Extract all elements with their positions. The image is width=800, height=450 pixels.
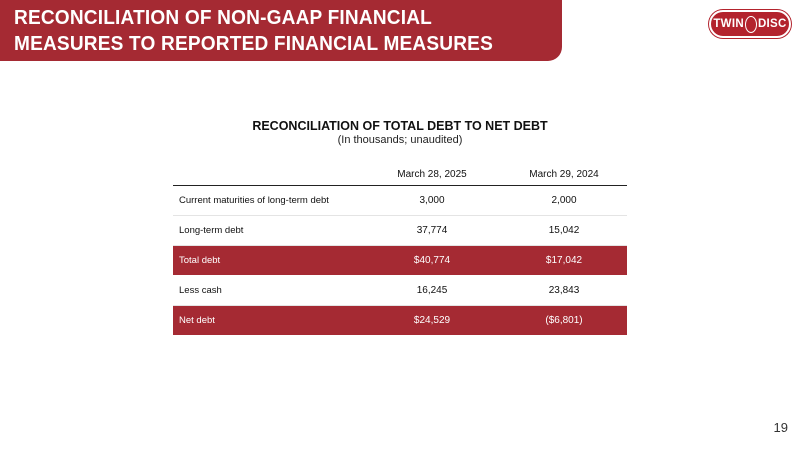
table-row-less-cash bbox=[173, 276, 627, 306]
row-value-2024: 23,843 bbox=[548, 285, 580, 296]
row-label: Less cash bbox=[179, 285, 222, 296]
column-header-2024: March 29, 2024 bbox=[529, 169, 599, 180]
table-row-total-debt bbox=[173, 246, 627, 276]
row-value-2025: $24,529 bbox=[413, 315, 451, 326]
section-note: (In thousands; unaudited) bbox=[337, 134, 463, 146]
page-title-line-2: MEASURES TO REPORTED FINANCIAL MEASURES bbox=[14, 32, 493, 55]
row-value-2024: 15,042 bbox=[548, 225, 580, 236]
title-banner bbox=[0, 0, 562, 61]
table-row-long-term-debt bbox=[173, 216, 627, 246]
row-label: Long-term debt bbox=[179, 225, 244, 236]
row-label: Current maturities of long-term debt bbox=[179, 195, 329, 206]
row-value-2024: ($6,801) bbox=[545, 315, 583, 326]
logo-disc-icon bbox=[745, 16, 757, 33]
logo-text-right: DISC bbox=[757, 18, 787, 30]
row-value-2025: 37,774 bbox=[416, 225, 448, 236]
row-value-2025: 16,245 bbox=[416, 285, 448, 296]
table-row-current-maturities bbox=[173, 186, 627, 216]
table-row-net-debt bbox=[173, 306, 627, 336]
row-value-2025: 3,000 bbox=[419, 195, 445, 206]
column-header-2025: March 28, 2025 bbox=[397, 169, 467, 180]
twin-disc-logo bbox=[709, 10, 791, 38]
row-value-2025: $40,774 bbox=[413, 255, 451, 266]
page-number: 19 bbox=[773, 420, 788, 435]
row-label: Net debt bbox=[179, 315, 215, 326]
table-header-row bbox=[173, 163, 627, 186]
section-heading: RECONCILIATION OF TOTAL DEBT TO NET DEBT bbox=[252, 119, 548, 133]
row-value-2024: $17,042 bbox=[545, 255, 583, 266]
page-title-line-1: RECONCILIATION OF NON-GAAP FINANCIAL bbox=[14, 6, 432, 29]
row-value-2024: 2,000 bbox=[551, 195, 577, 206]
row-label: Total debt bbox=[179, 255, 221, 266]
reconciliation-table bbox=[173, 163, 627, 336]
logo-text-left: TWIN bbox=[713, 18, 744, 30]
